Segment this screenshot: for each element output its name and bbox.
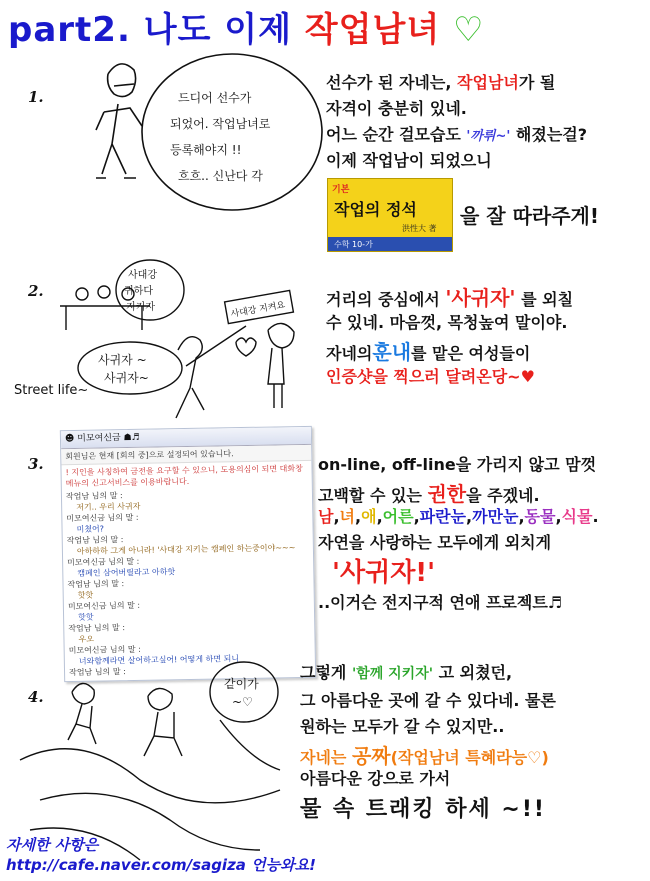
s4-line-6: 물 속 트래킹 하세 ~!! [300,797,546,822]
color-list-word: 어른 [382,507,414,526]
chat-sender: 작업남 님의 말 : [66,535,124,546]
bubble-1-line-1: 드디어 선수가 [178,91,252,105]
title-text: 나도 이제 [143,10,292,50]
s3-line-4: ..이거슨 전지구적 연애 프로젝트♬ [318,593,563,612]
color-list-word: 파란눈 [419,507,467,526]
s1-line-1: 선수가 된 자네는, 작업남녀가 될 [326,73,556,92]
s3-line-3: 자연을 사랑하는 모두에게 외치게 [318,533,552,552]
footer-line-1: 자세한 사항은 [6,836,99,854]
s4-line-1: 그렇게 '함께 지키자' 고 외쳤던, [300,663,513,682]
color-list-word: , [518,507,525,526]
bubble-2-line-1: 사대강 [128,270,157,281]
bubble-1-line-4: 흐흐.. 신난다 각 [178,169,263,183]
section-4-number: 4. [28,688,44,706]
s2-line-4: 인증샷을 찍으러 달려온당~♥ [326,367,535,386]
color-list-word: , [355,507,362,526]
section-1-number: 1. [28,88,44,106]
s3-shout: '사귀자!' [332,558,436,588]
chat-sender: 미모여신금 님의 말 : [68,644,141,656]
title-highlight: 작업남녀 [304,10,441,50]
chat-sender: 미모여신금 님의 말 : [67,600,141,612]
color-list-word: 애 [361,507,377,526]
bubble-4-line-2: ~♡ [232,695,253,709]
book-title: 작업의 정석 [334,200,417,219]
chat-status: 회원님은 현재 [회의 중]으로 설정되어 있습니다. [61,445,311,465]
bubble-3-line-1: 사귀자 ~ [98,353,147,367]
s1-line-4: 이제 작업남이 되었으니 [326,151,492,170]
s4-line-5: 아름다운 강으로 가서 [300,769,451,788]
chat-sender: 미모여신금 님의 말 : [66,512,139,524]
sign-text: 사대강 지켜요 [230,300,287,320]
color-list-word: 식물 [561,507,593,526]
heart-icon: ♡ [453,10,485,50]
s3-line-2: 고백할 수 있는 권한을 주겠네. [318,482,540,506]
chat-message: 핫핫 [77,590,94,600]
s1-line-3: 어느 순간 걸모습도 '까뤼~' 해졌는걸? [326,125,588,144]
color-list-word: , [376,507,383,526]
chat-message: 핫핫 [78,612,94,622]
color-list-word: 남 [318,507,334,526]
chat-message: 아하하하 그게 아니라! '사대강 지키는 캠페인 하는중이야~~~ [76,543,296,556]
color-list-word: . [592,507,599,526]
book-subtitle: 수학 10-가 [334,240,373,249]
speech-bubble-4 [210,662,278,722]
bubble-2-line-3: 지키자 [126,302,155,313]
section-2-number: 2. [28,282,44,300]
chat-title: 미모여신금 [77,433,121,444]
bubble-4-line-1: 같이가 [224,677,259,691]
color-list-word: 녀 [339,507,356,526]
bubble-1-line-3: 등록해야지 !! [170,143,242,157]
color-list-word: , [413,507,420,526]
chat-sender: 작업남 님의 말 : [68,623,126,634]
chat-sender: 미모여신금 님의 말 : [67,556,140,568]
bubble-3-line-2: 사귀자~ [104,371,149,385]
chat-sender: 작업남 님의 말 : [65,491,123,502]
book-author: 洪性大 著 [402,224,437,233]
chat-message: 우오 [78,634,95,644]
footer-link[interactable]: http://cafe.naver.com/sagiza 언능와요! [6,856,316,874]
chat-warning: ! 지인을 사칭하여 금전을 요구할 수 있으니, 도용의심이 되면 대화창 메뉴의 신고서비스를 이용바랍니다. [65,463,303,489]
chat-sender: 작업남 님의 말 : [68,667,126,678]
chat-message: 너와함께라면 살어하고싶어! 어떻게 하면 되니 [78,654,240,666]
color-list-word: , [333,507,340,526]
color-list-word: 까만눈 [472,507,519,526]
title-part: part2. [8,10,131,50]
chat-sender: 작업남 님의 말 : [67,579,125,590]
s4-line-4: 자네는 공짜(작업남녀 특혜라능♡) [300,744,549,768]
bubble-2-line-2: 귀하다 [124,286,153,297]
book-tag: 기본 [332,185,350,195]
chat-titlebar: ☻ 미모여신금 ☗♬ [61,427,311,449]
chat-message: 저기.. 우리 사귀자 [76,501,141,512]
color-list-word: , [466,507,473,526]
color-list-word: , [555,507,562,526]
s2-line-2: 수 있네. 마음껏, 목청높여 말이야. [326,313,568,332]
street-caption: Street life~ [14,383,89,398]
bubble-1-line-2: 되었어. 작업남녀로 [170,117,271,131]
section-3-number: 3. [28,455,44,473]
chat-message: 캠페인 삼어버릴라고 아하핫 [77,567,176,578]
s1-line-5: 을 잘 따라주게! [460,204,599,228]
s2-line-1: 거리의 중심에서 '사귀자' 를 외칠 [326,286,574,310]
s4-line-3: 원하는 모두가 갈 수 있지만.. [300,717,505,736]
s4-line-2: 그 아름다운 곳에 갈 수 있다네. 물론 [300,691,556,710]
s2-line-3: 자네의훈내를 맡은 여성들이 [326,340,531,364]
chat-message: 미쳤어? [76,524,105,534]
s1-line-2: 자격이 충분히 있네. [326,99,467,118]
s3-line-1: on-line, off-line을 가리지 않고 맘껏 [318,455,597,474]
color-list-word: 동물 [524,507,556,526]
